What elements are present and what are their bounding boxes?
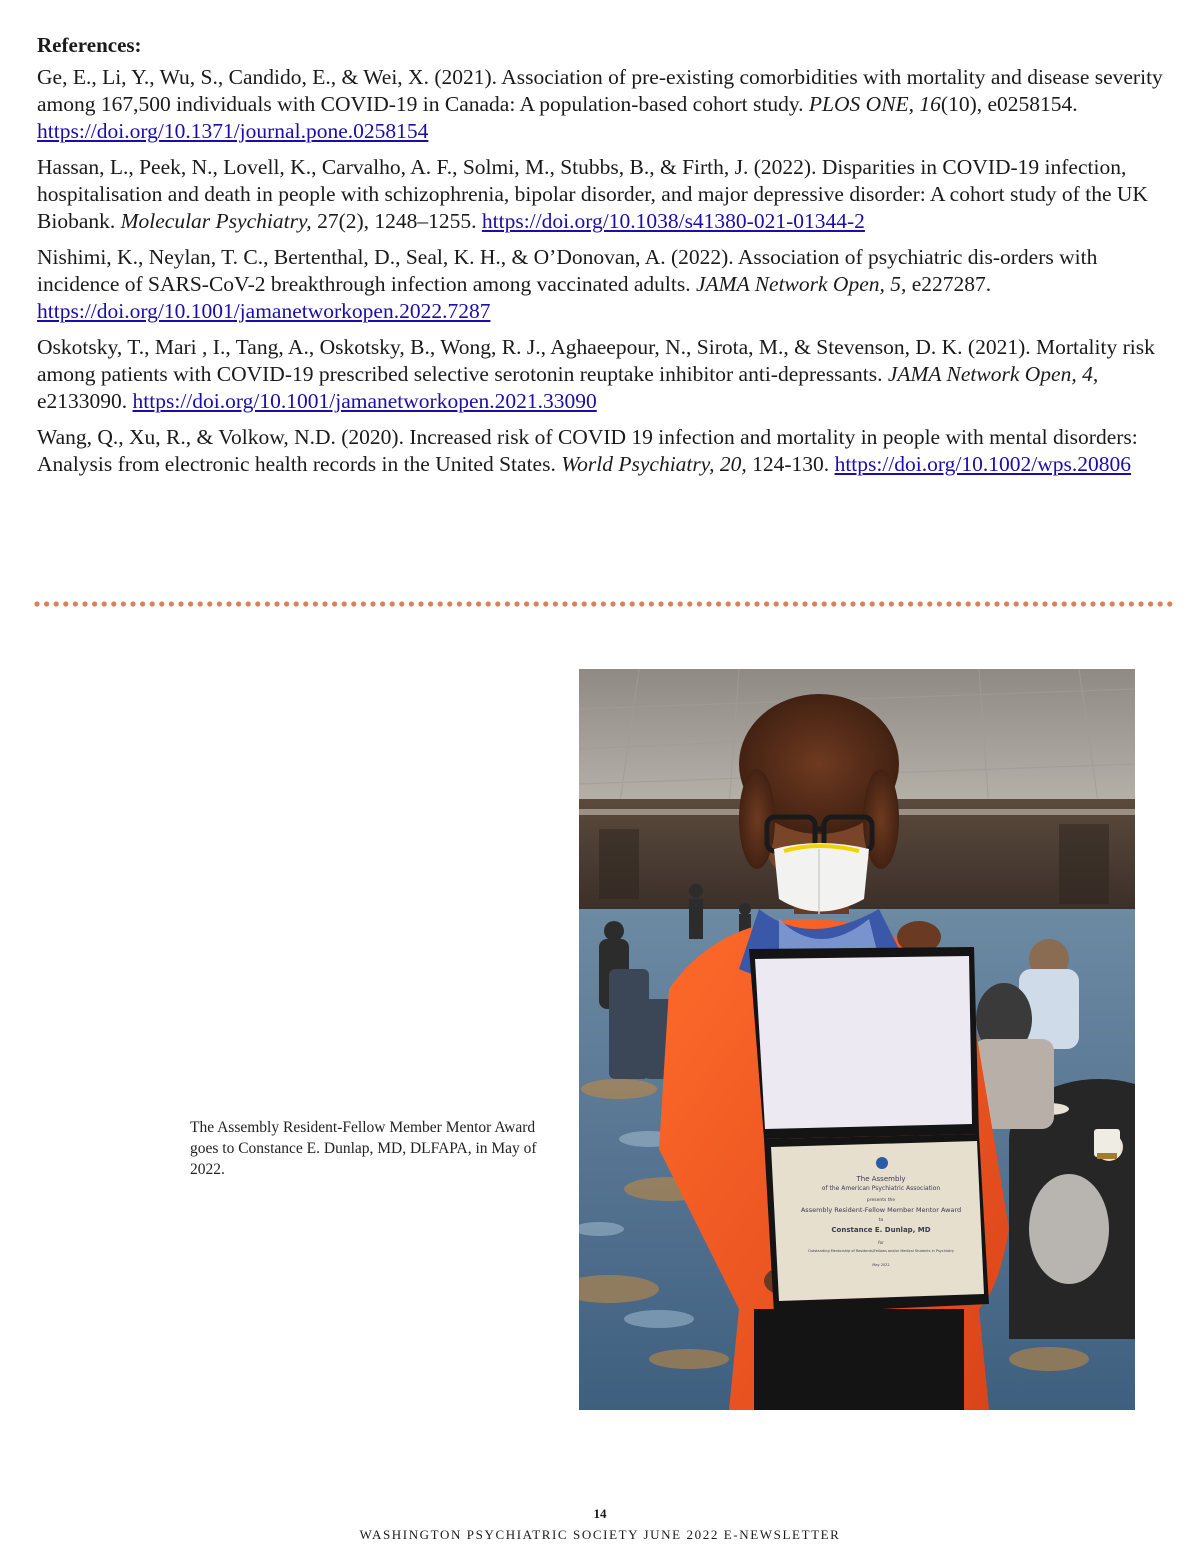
reference-text: Nishimi, K., Neylan, T. C., Bertenthal, D., Seal, K. H., & O’Donovan, A. (2022). Association of psychiatric dis-orders with incidence of SARS-CoV-2 breakthrough infection among vaccinated adults.: [37, 245, 1098, 296]
divider-dot: [956, 601, 961, 606]
reference-details: e227287.: [906, 272, 992, 296]
divider-dot: [1004, 601, 1009, 606]
reference-item: [37, 424, 1163, 478]
divider-dot: [562, 601, 567, 606]
divider-dot: [591, 601, 596, 606]
divider-dot: [1014, 601, 1019, 606]
divider-dot: [428, 601, 433, 606]
divider-dot: [188, 601, 193, 606]
divider-dot: [610, 601, 615, 606]
divider-dot: [217, 601, 222, 606]
divider-dot: [54, 601, 59, 606]
divider-dot: [678, 601, 683, 606]
divider-dot: [774, 601, 779, 606]
reference-item: [37, 154, 1163, 235]
divider-dot: [73, 601, 78, 606]
divider-dot: [601, 601, 606, 606]
divider-dot: [514, 601, 519, 606]
divider-dot: [274, 601, 279, 606]
divider-dot: [63, 601, 68, 606]
divider-dot: [754, 601, 759, 606]
divider-dot: [668, 601, 673, 606]
divider-dot: [534, 601, 539, 606]
divider-dot: [716, 601, 721, 606]
reference-item: [37, 64, 1163, 145]
reference-details: 27(2), 1248–1255.: [311, 209, 482, 233]
divider-dot: [524, 601, 529, 606]
divider-dot: [831, 601, 836, 606]
divider-dot: [370, 601, 375, 606]
references-heading: References:: [37, 33, 142, 57]
divider-dot: [946, 601, 951, 606]
divider-dot: [1167, 601, 1172, 606]
divider-dot: [390, 601, 395, 606]
divider-dot: [380, 601, 385, 606]
divider-dot: [303, 601, 308, 606]
reference-text: Hassan, L., Peek, N., Lovell, K., Carvalho, A. F., Solmi, M., Stubbs, B., & Firth, J. (2022). Disparities in COVID-19 infection, hospitalisation and death in people with schizophrenia, bipolar disorder, and major depressive disorder: A cohort study of the UK Biobank.: [37, 155, 1148, 233]
divider-dot: [1090, 601, 1095, 606]
reference-details: (10), e0258154.: [940, 92, 1078, 116]
certificate-line-5: to: [878, 1218, 884, 1223]
reference-doi-link[interactable]: https://doi.org/10.1371/journal.pone.0258154: [37, 119, 429, 143]
divider-dot: [342, 601, 347, 606]
divider-dot: [495, 601, 500, 606]
reference-doi-link[interactable]: https://doi.org/10.1001/jamanetworkopen.2021.33090: [132, 389, 597, 413]
divider-dot: [1042, 601, 1047, 606]
divider-dot: [361, 601, 366, 606]
divider-dot: [265, 601, 270, 606]
divider-dot: [697, 601, 702, 606]
divider-dot: [447, 601, 452, 606]
divider-dot: [764, 601, 769, 606]
divider-dot: [1023, 601, 1028, 606]
divider-dot: [44, 601, 49, 606]
divider-dot: [294, 601, 299, 606]
divider-dot: [476, 601, 481, 606]
divider-dot: [486, 601, 491, 606]
divider-dot: [918, 601, 923, 606]
divider-dot: [889, 601, 894, 606]
divider-dot: [726, 601, 731, 606]
reference-doi-link[interactable]: https://doi.org/10.1001/jamanetworkopen.2022.7287: [37, 299, 491, 323]
reference-details: 124-130.: [746, 452, 835, 476]
divider-dot: [582, 601, 587, 606]
divider-dot: [178, 601, 183, 606]
divider-dot: [572, 601, 577, 606]
reference-journal: World Psychiatry, 20,: [561, 452, 747, 476]
divider-dot: [1129, 601, 1134, 606]
reference-journal: Molecular Psychiatry,: [120, 209, 312, 233]
reference-item: [37, 244, 1163, 325]
certificate-line-7: for: [878, 1240, 884, 1245]
divider-dot: [850, 601, 855, 606]
divider-dot: [92, 601, 97, 606]
divider-dot: [246, 601, 251, 606]
divider-dot: [860, 601, 865, 606]
reference-text: Oskotsky, T., Mari , I., Tang, A., Oskotsky, B., Wong, R. J., Aghaeepour, N., Sirota, M., & Stevenson, D. K. (2021). Mortality risk among patients with COVID-19 prescribed selective serotonin reuptake inhibitor anti-depressants.: [37, 335, 1155, 386]
divider-dot: [1052, 601, 1057, 606]
divider-dot: [908, 601, 913, 606]
divider-dot: [1119, 601, 1124, 606]
divider-dot: [1081, 601, 1086, 606]
reference-doi-link[interactable]: https://doi.org/10.1038/s41380-021-01344-2: [481, 209, 865, 233]
divider-dot: [937, 601, 942, 606]
divider-dot: [687, 601, 692, 606]
divider-dot: [226, 601, 231, 606]
certificate-line-1: The Assembly: [856, 1175, 906, 1183]
reference-text: Wang, Q., Xu, R., & Volkow, N.D. (2020). Increased risk of COVID 19 infection and mortality in people with mental disorders: Analysis from electronic health records in the United States.: [37, 425, 1138, 476]
divider-dot: [841, 601, 846, 606]
divider-dot: [1100, 601, 1105, 606]
divider-dot: [130, 601, 135, 606]
divider-dot: [1071, 601, 1076, 606]
divider-dot: [399, 601, 404, 606]
certificate-line-6: Constance E. Dunlap, MD: [831, 1226, 931, 1234]
divider-dot: [783, 601, 788, 606]
divider-dot: [553, 601, 558, 606]
divider-dot: [207, 601, 212, 606]
divider-dot: [140, 601, 145, 606]
divider-dot: [1062, 601, 1067, 606]
divider-dot: [34, 601, 39, 606]
divider-dot: [870, 601, 875, 606]
divider-dot: [284, 601, 289, 606]
divider-dot: [82, 601, 87, 606]
divider-dot: [255, 601, 260, 606]
divider-dot: [1033, 601, 1038, 606]
reference-journal: JAMA Network Open, 5,: [695, 272, 907, 296]
divider-dot: [159, 601, 164, 606]
divider-dot: [236, 601, 241, 606]
divider-dot: [994, 601, 999, 606]
divider-dot: [985, 601, 990, 606]
divider-dot: [658, 601, 663, 606]
reference-doi-link[interactable]: https://doi.org/10.1002/wps.20806: [834, 452, 1132, 476]
award-photo: [579, 669, 1135, 1410]
certificate-line-8: Outstanding Mentorship of Residents/Fellows and/or Medical Students in Psychiatry: [808, 1249, 954, 1253]
divider-dot: [630, 601, 635, 606]
newsletter-footer: WASHINGTON PSYCHIATRIC SOCIETY JUNE 2022 E-NEWSLETTER: [359, 1527, 841, 1542]
dotted-divider: [34, 599, 1174, 609]
reference-details: e2133090.: [37, 389, 133, 413]
certificate-line-4: Assembly Resident-Fellow Member Mentor Award: [800, 1206, 962, 1214]
divider-dot: [198, 601, 203, 606]
certificate-line-2: of the American Psychiatric Association: [821, 1185, 941, 1192]
divider-dot: [543, 601, 548, 606]
divider-dot: [1158, 601, 1163, 606]
divider-dot: [169, 601, 174, 606]
divider-dot: [332, 601, 337, 606]
divider-dot: [351, 601, 356, 606]
divider-dot: [620, 601, 625, 606]
divider-dot: [409, 601, 414, 606]
divider-dot: [975, 601, 980, 606]
divider-dot: [150, 601, 155, 606]
divider-dot: [102, 601, 107, 606]
divider-dot: [706, 601, 711, 606]
divider-dot: [505, 601, 510, 606]
divider-dot: [802, 601, 807, 606]
divider-dot: [121, 601, 126, 606]
divider-dot: [457, 601, 462, 606]
divider-dot: [418, 601, 423, 606]
divider-dot: [313, 601, 318, 606]
divider-dot: [639, 601, 644, 606]
divider-dot: [735, 601, 740, 606]
divider-dot: [322, 601, 327, 606]
divider-dot: [1138, 601, 1143, 606]
divider-dot: [745, 601, 750, 606]
certificate-line-3: presents the: [866, 1198, 896, 1203]
divider-dot: [793, 601, 798, 606]
divider-dot: [438, 601, 443, 606]
divider-dot: [812, 601, 817, 606]
divider-dot: [649, 601, 654, 606]
divider-dot: [927, 601, 932, 606]
divider-dot: [898, 601, 903, 606]
reference-journal: PLOS ONE, 16: [808, 92, 941, 116]
divider-dot: [1110, 601, 1115, 606]
reference-text: Ge, E., Li, Y., Wu, S., Candido, E., & Wei, X. (2021). Association of pre-existing comorbidities with mortality and disease severity among 167,500 individuals with COVID-19 in Canada: A population-based cohort study.: [37, 65, 1163, 116]
reference-item: [37, 334, 1163, 415]
photo-caption: The Assembly Resident-Fellow Member Mentor Award goes to Constance E. Dunlap, MD, DLFAPA, in May of 2022.: [190, 1119, 537, 1178]
reference-journal: JAMA Network Open, 4,: [887, 362, 1099, 386]
page-number: 14: [593, 1506, 607, 1521]
references-section: [37, 30, 1163, 487]
divider-dot: [822, 601, 827, 606]
certificate-line-9: May 2022: [872, 1263, 890, 1267]
divider-dot: [966, 601, 971, 606]
award-photo-illustration: [579, 669, 1135, 1410]
divider-dot: [1148, 601, 1153, 606]
divider-dot: [879, 601, 884, 606]
divider-dot: [466, 601, 471, 606]
divider-dot: [111, 601, 116, 606]
